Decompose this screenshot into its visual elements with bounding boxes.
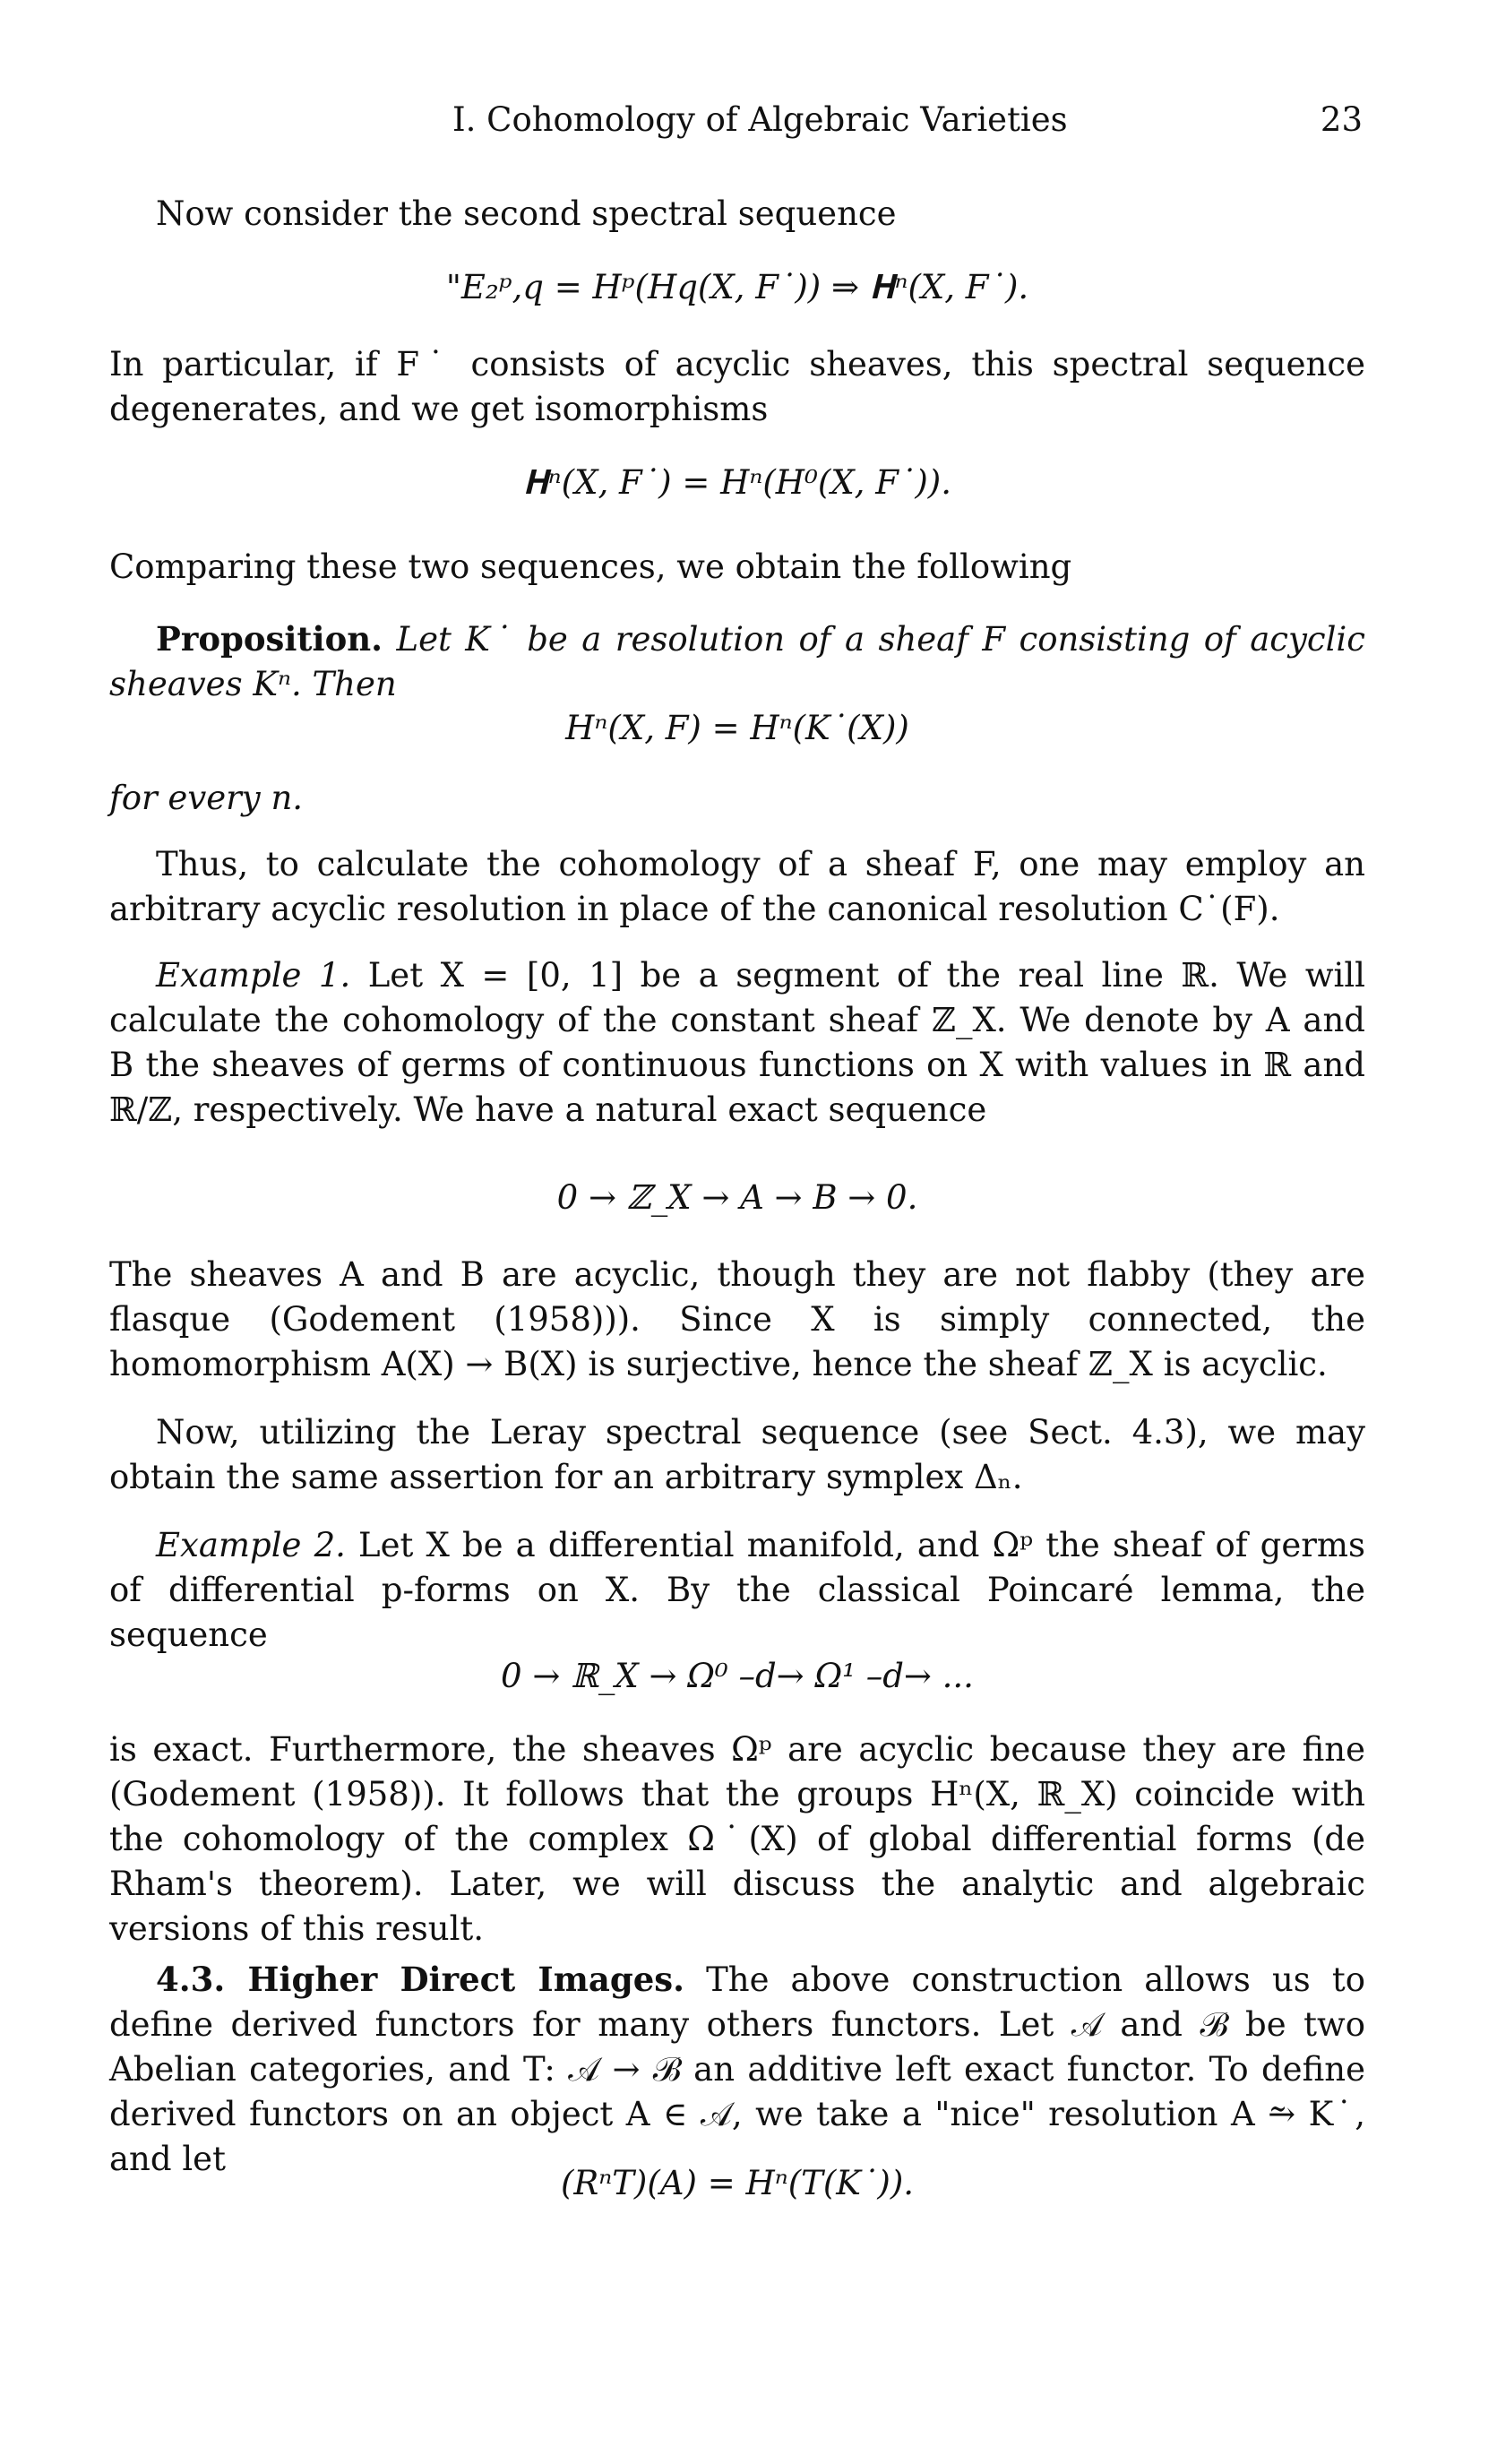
example-1-text: Let X = [0, 1] be a segment of the real line ℝ. We will calculate the cohomology of the constant sheaf ℤ_X. We denote by A and B the sheaves of germs of continuous functions on X with values in ℝ and ℝ/ℤ, respectively. We have a natural exact sequence [109,956,1365,1129]
equation-spectral-sequence: "E₂ᵖ,q = Hᵖ(Hq(X, F˙)) ⇒ 𝐇ⁿ(X, F˙). [445,268,1029,306]
paragraph-intro: Now consider the second spectral sequence [156,194,897,233]
running-title: I. Cohomology of Algebraic Varieties [452,100,1068,139]
proposition-end: for every n. [109,779,304,817]
equation-derived-functor: (RⁿT)(A) = Hⁿ(T(K˙)). [560,2164,915,2202]
page-number: 23 [1320,100,1363,139]
example-1 [109,953,1365,1133]
equation-exact-sequence: 0 → ℤ_X → A → B → 0. [556,1178,918,1217]
equation-proposition: Hⁿ(X, F) = Hⁿ(K˙(X)) [565,709,909,747]
example-2-label: Example 2. [156,1526,346,1564]
paragraph-degenerate: In particular, if F˙ consists of acyclic sheaves, this spectral sequence degenerates, and we get isomorphisms [109,345,1365,428]
paragraph-de-rham: is exact. Furthermore, the sheaves Ωᵖ are acyclic because they are fine (Godement (1958)). It follows that the groups Hⁿ(X, ℝ_X) coincide with the cohomology of the complex Ω˙(X) of global differential forms (de Rham's theorem). Later, we will discuss the analytic and algebraic versions of this result. [109,1730,1365,1948]
paragraph-sheaves-acyclic: The sheaves A and B are acyclic, though they are not flabby (they are flasque (Godement (1958))). Since X is simply connected, the homomorphism A(X) → B(X) is surjective, hence the sheaf ℤ_X is acyclic. [109,1255,1365,1383]
paragraph-thus: Thus, to calculate the cohomology of a sheaf F, one may employ an arbitrary acyclic resolution in place of the canonical resolution C˙(F). [109,845,1365,928]
section-4-3 [109,1957,1365,2182]
paragraph-leray: Now, utilizing the Leray spectral sequence (see Sect. 4.3), we may obtain the same assertion for an arbitrary symplex Δₙ. [109,1413,1365,1496]
proposition [109,616,1365,707]
example-2 [109,1523,1365,1658]
proposition-label: Proposition. [156,619,383,659]
section-text: The above construction allows us to define derived functors for many others functors. Let 𝒜 and ℬ be two Abelian categories, and T: 𝒜 → ℬ an additive left exact functor. To define derived functors on an object A ∈ 𝒜, we take a "nice" resolution A ⥲ K˙, and let [109,1960,1365,2178]
equation-de-rham-sequence: 0 → ℝ_X → Ω⁰ –d→ Ω¹ –d→ ... [501,1657,974,1695]
example-2-text: Let X be a differential manifold, and Ωᵖ the sheaf of germs of differential p-forms on X. By the classical Poincaré lemma, the sequence [109,1526,1365,1654]
proposition-text: Let K˙ be a resolution of a sheaf F consisting of acyclic sheaves Kⁿ. Then [109,620,1365,703]
paragraph-comparing: Comparing these two sequences, we obtain the following [109,547,1072,586]
equation-isomorphism: 𝐇ⁿ(X, F˙) = Hⁿ(H⁰(X, F˙)). [522,463,952,502]
section-heading: 4.3. Higher Direct Images. [156,1960,684,1999]
example-1-label: Example 1. [156,956,351,995]
